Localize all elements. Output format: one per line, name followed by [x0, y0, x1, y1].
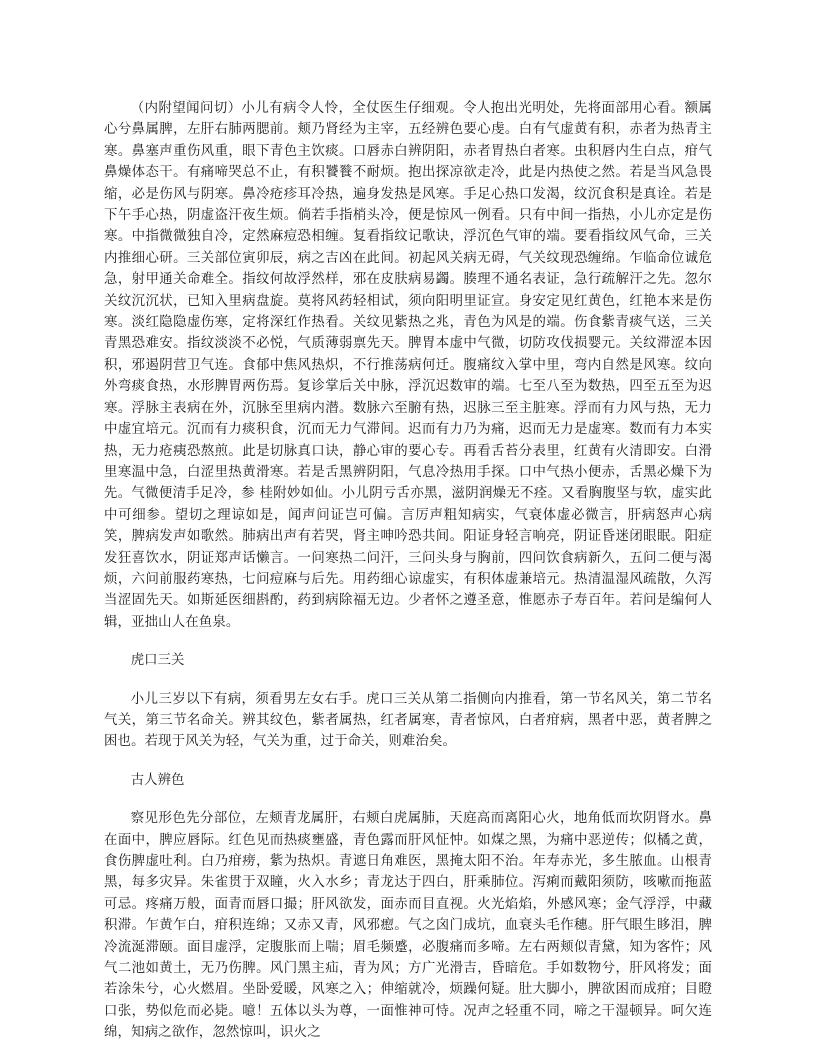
intro-paragraph: （内附望闻问切）小儿有病令人怜，全仗医生仔细观。令人抱出光明处，先将面部用心看。额属心兮鼻属脾，左肝右肺两腮前。颊乃肾经为主宰，五经辨色要心虔。白有气虚黄有积，赤者为热青主寒。鼻塞声重伤风重，眼下青色主饮痰。口唇赤白辨阴阳，赤者胃热白者寒。虫积唇内生白点，疳气鼻燥体态干。有痛啼哭总不止，有积饕餮不耐烦。抱出探凉欲走冷，此是内热使之然。若是当风急畏缩，必是伤风与阴寒。鼻冷疮疹耳冷热，遍身发热是风寒。手足心热口发渴，纹沉食积是真诠。若是下午手心热，阴虚盗汗夜生烦。倘若手指梢头冷，便是惊风一例看。只有中间一指热，小儿亦定是伤寒。中指微微独自冷，定然麻痘恐相缠。复看指纹记歌诀，浮沉色气审的端。要看指纹风气命，三关内推细心研。三关部位寅卯辰，病之吉凶在此间。初起风关病无碍，气关纹现恐缠绵。乍临命位诚危急，射甲通关命难全。指纹何故浮然样，邪在皮肤病易蠲。腠理不通名表证，急行疏解汗之先。忽尔关纹沉沉状，已知入里病盘旋。莫将风药轻相试，须向阳明里证宣。身安定见红黄色，红艳本来是伤寒。淡红隐隐虚伤寒，定将深红作热看。关纹见紫热之兆，青色为风是的端。伤食紫青痰气送，三关青黑恐难安。指纹淡淡不必悦，气质薄弱禀先天。脾胃本虚中气微，切防攻伐损婴元。关纹滞涩本因积，邪遏阴营卫气连。食郁中焦风热炽，不行推荡病何迁。腹痛纹入掌中里，弯内自然是风寒。纹向外弯痰食热，水形脾胃两伤焉。复诊掌后关中脉，浮沉迟数审的端。七至八至为数热，四至五至为迟寒。浮脉主表病在外，沉脉至里病内潜。数脉六至腑有热，迟脉三至主脏寒。浮而有力风与热，无力中虚宜培元。沉而有力痰积食，沉而无力气滞间。迟而有力乃为痛，迟而无力是虚寒。数而有力本实热，无力疮痍恐熬煎。此是切脉真口诀，静心审的要心专。再看舌苔分表里，红黄有火清即安。白滑里寒温中急，白涩里热黄滑寒。若是舌黑辨阴阳，气息冷热用手探。口中气热小便赤，舌黑必燥下为先。气微便清手足冷，参 桂附妙如仙。小儿阴亏舌亦黑，滋阴润燥无不痊。又看胸腹坚与软，虚实此中可细参。望切之理谅如是，闻声问证岂可偏。言厉声粗知病实，气衰体虚必微言，肝病怒声心病笑，脾病发声如歌然。肺病出声有若哭，肾主呻吟恐共间。阳证身轻言响亮，阴证昏迷闭眼眠。阳症发狂喜饮水，阴证郑声话懒言。一问寒热二问汗，三问头身与胸前，四问饮食病新久，五问二便与渴烦，六问前服药寒热，七问痘麻与后先。用药细心谅虚实，有积体虚兼培元。热清温湿风疏散，久泻当涩固先天。如斯延医细斟酌，药到病除福无边。少者怀之遵圣意，惟愿赤子寿百年。若问是编何人辑，亚拙山人在鱼泉。: [104, 101, 712, 630]
section-paragraph-color-diagnosis: 察见形色先分部位，左颊青龙属肝，右颊白虎属肺，天庭高而离阳心火，地角低而坎阴肾水。鼻在面中，脾应唇际。红色见而热痰壅盛，青色露而肝风怔忡。如煤之黑，为痛中恶逆传；似橘之黄，食伤脾虚吐利。白乃疳痨，紫为热炽。青遮日角难医，黑掩太阳不治。年寿赤光，多生脓血。山根青黑，每多灾异。朱雀贯于双瞳，火入水乡；青龙达于四白，肝乘肺位。泻痢而戴阳须防，咳嗽而拖蓝可忌。疼痛万般，面青而唇口撮；肝风欲发，面赤而目直视。火光焰焰，外感风寒；金气浮浮，中藏积滞。乍黄乍白，疳积连绵；又赤又青，风邪瘛。气之囟门成坑，血衰头毛作穗。肝气眼生眵泪，脾冷流涎滞颐。面目虚浮，定腹胀而上喘；眉毛频蹙，必腹痛而多啼。左右两颊似青黛，知为客忤；风气二池如黄土，无乃伤脾。风门黑主疝，青为风；方广光滑吉，昏暗危。手如数物兮，肝风将发；面若涂朱兮，心火燃眉。坐卧爱暖，风寒之入；伸缩就冷，烦躁何疑。肚大脚小，脾欲困而成疳；目瞪口张，势似危而必毙。噫！五体以头为尊，一面惟神可恃。况声之轻重不同，啼之干湿顿异。呵欠连绵，知病之欲作，忽然惊叫，识火之: [104, 811, 712, 1041]
section-heading-tiger-mouth-three-gates: 虎口三关: [130, 653, 185, 669]
section-paragraph-tiger-mouth: 小儿三岁以下有病，须看男左女右手。虎口三关从第二指侧向内推看，第一节名风关，第二节名气关，第三节名命关。辨其纹色，紫者属热，红者属寒，青者惊风，白者疳病，黑者中恶，黄者脾之困也。若现于风关为轻，气关为重，过于命关，则难治矣。: [104, 691, 712, 750]
section-heading-ancient-color-diagnosis: 古人辨色: [130, 772, 185, 788]
